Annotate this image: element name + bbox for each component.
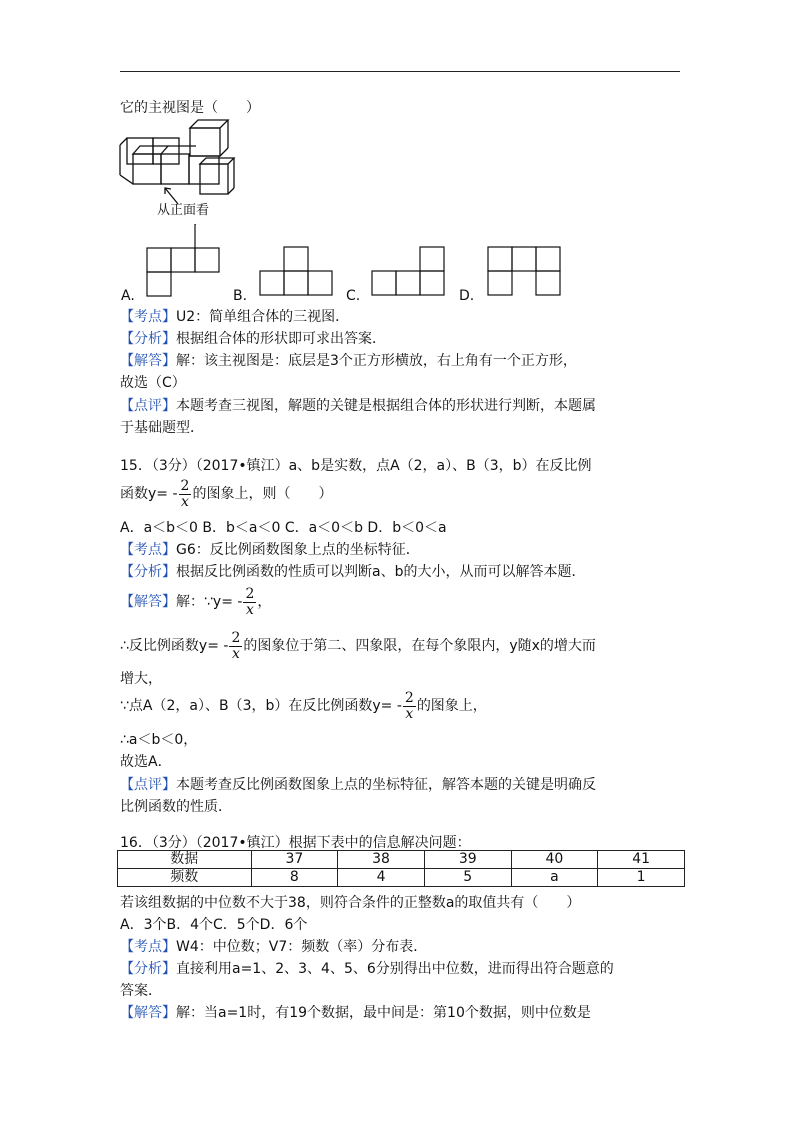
q15-kaodian-text: G6：反比例函数图象上点的坐标特征．: [176, 542, 420, 558]
q16-jieda-text: 解：当a=1时，有19个数据，最中间是：第10个数据，则中位数是: [176, 1005, 591, 1021]
q16-question: 若该组数据的中位数不大于38，则符合条件的正整数a的取值共有（ ）: [120, 895, 581, 911]
table-cell: 1: [598, 869, 685, 887]
header-rule: [120, 71, 680, 72]
table-cell: 41: [598, 851, 685, 869]
q15-fenxi: [120, 562, 585, 582]
q14-option-b-label: B.: [233, 288, 248, 304]
table-cell: 39: [424, 851, 511, 869]
fraction-denominator: x: [181, 493, 189, 510]
table-row: [118, 869, 685, 887]
q15-dianping: [120, 775, 596, 795]
q16-kaodian-text: W4：中位数；V7：频数（率）分布表．: [176, 939, 428, 955]
q15-stem-func: 函数y= -: [120, 486, 178, 502]
fenxi-tag: 【分析】: [120, 961, 176, 977]
q14-option-d-label: D.: [459, 288, 475, 304]
q14-dianping-cont: 于基础题型．: [120, 420, 204, 436]
dianping-tag: 【点评】: [120, 398, 176, 414]
fenxi-tag: 【分析】: [120, 564, 176, 580]
dianping-tag: 【点评】: [120, 777, 176, 793]
q15-jieda-text: 解：∵y= -: [176, 594, 243, 610]
q15-fraction: [229, 631, 242, 662]
q14-fenxi: [120, 329, 386, 349]
table-cell: 40: [511, 851, 598, 869]
q14-stem: 它的主视图是（ ）: [120, 100, 260, 116]
q14-jieda-text: 解：该主视图是：底层是3个正方形横放，右上角有一个正方形，: [176, 353, 577, 369]
q15-solution-line2: [120, 630, 596, 662]
table-cell: a: [511, 869, 598, 887]
fenxi-tag: 【分析】: [120, 331, 176, 347]
q15-dianping-text: 本题考查反比例函数图象上点的坐标特征，解答本题的关键是明确反: [176, 777, 596, 793]
table-cell: 37: [251, 851, 338, 869]
q14-option-d-figure: [487, 246, 563, 298]
fraction-numerator: 2: [180, 477, 190, 494]
table-cell: 8: [251, 869, 338, 887]
q15-stem-line2: [120, 478, 332, 510]
q15-solution-line5: ∴a＜b＜0，: [120, 732, 198, 748]
q16-fenxi-cont: 答案．: [120, 983, 162, 999]
table-row: [118, 851, 685, 869]
q15-fraction: [243, 587, 256, 618]
q15-line2-tail: 的图象位于第二、四象限，在每个象限内，y随x的增大而: [243, 638, 596, 654]
q16-kaodian: [120, 937, 427, 957]
kaodian-tag: 【考点】: [120, 309, 176, 325]
q16-fenxi-text: 直接利用a=1、2、3、4、5、6分别得出中位数，进而得出符合题意的: [176, 961, 614, 977]
table-cell: 频数: [118, 869, 252, 887]
q14-dianping: [120, 396, 596, 416]
q14-option-a-figure-extra: [146, 224, 221, 298]
q14-choice: 故选（C）: [120, 375, 186, 391]
q15-line4-head: ∵点A（2，a）、B（3，b）在反比例函数y= -: [120, 698, 402, 714]
fraction-numerator: 2: [245, 585, 255, 602]
q15-fraction: [403, 691, 416, 722]
q15-stem-tail: 的图象上，则（ ）: [192, 486, 333, 502]
table-cell: 38: [338, 851, 425, 869]
q16-jieda: [120, 1003, 591, 1023]
q14-jieda: [120, 351, 577, 371]
fraction-numerator: 2: [404, 689, 414, 706]
q15-dianping-cont: 比例函数的性质．: [120, 799, 232, 815]
q14-kaodian-text: U2：简单组合体的三视图．: [176, 309, 350, 325]
fraction-numerator: 2: [231, 629, 241, 646]
table-cell: 5: [424, 869, 511, 887]
q14-kaodian: [120, 307, 349, 327]
q16-options: A．3个B．4个C．5个D．6个: [120, 917, 308, 933]
kaodian-tag: 【考点】: [120, 542, 176, 558]
q15-solution-line4: [120, 690, 487, 722]
q16-frequency-table: [117, 850, 685, 887]
fraction-denominator: x: [231, 645, 240, 662]
q15-jieda: [120, 586, 271, 618]
q15-jieda-tail: ，: [257, 594, 272, 610]
q14-dianping-text: 本题考查三视图，解题的关键是根据组合体的形状进行判断，本题属: [176, 398, 596, 414]
q14-option-a-label: A.: [121, 288, 135, 304]
q15-choice: 故选A．: [120, 754, 172, 770]
fraction-denominator: x: [405, 705, 414, 722]
q14-fenxi-text: 根据组合体的形状即可求出答案．: [176, 331, 386, 347]
q16-stem: 16．（3分）（2017•镇江）根据下表中的信息解决问题：: [120, 835, 471, 851]
q14-option-c-figure: [371, 246, 447, 298]
table-cell: 数据: [118, 851, 252, 869]
q14-option-b-figure: [259, 246, 335, 298]
kaodian-tag: 【考点】: [120, 939, 176, 955]
q15-line4-tail: 的图象上，: [416, 698, 487, 714]
table-cell: 4: [338, 869, 425, 887]
q15-line2-head: ∴反比例函数y= -: [120, 638, 229, 654]
q15-fraction: [179, 479, 192, 510]
fraction-denominator: x: [245, 601, 254, 618]
q15-options: A．a＜b＜0 B．b＜a＜0 C．a＜0＜b D．b＜0＜a: [120, 520, 447, 536]
q14-view-label: 从正面看: [157, 203, 210, 218]
jieda-tag: 【解答】: [120, 1005, 176, 1021]
q15-stem-line1: 15．（3分）（2017•镇江）a、b是实数，点A（2，a）、B（3，b）在反比例: [120, 458, 592, 474]
q15-fenxi-text: 根据反比例函数的性质可以判断a、b的大小，从而可以解答本题．: [176, 564, 586, 580]
jieda-tag: 【解答】: [120, 594, 176, 610]
jieda-tag: 【解答】: [120, 353, 176, 369]
q15-kaodian: [120, 540, 420, 560]
q16-fenxi: [120, 959, 614, 979]
q14-option-c-label: C.: [346, 288, 361, 304]
q15-solution-line3: 增大，: [120, 671, 162, 687]
